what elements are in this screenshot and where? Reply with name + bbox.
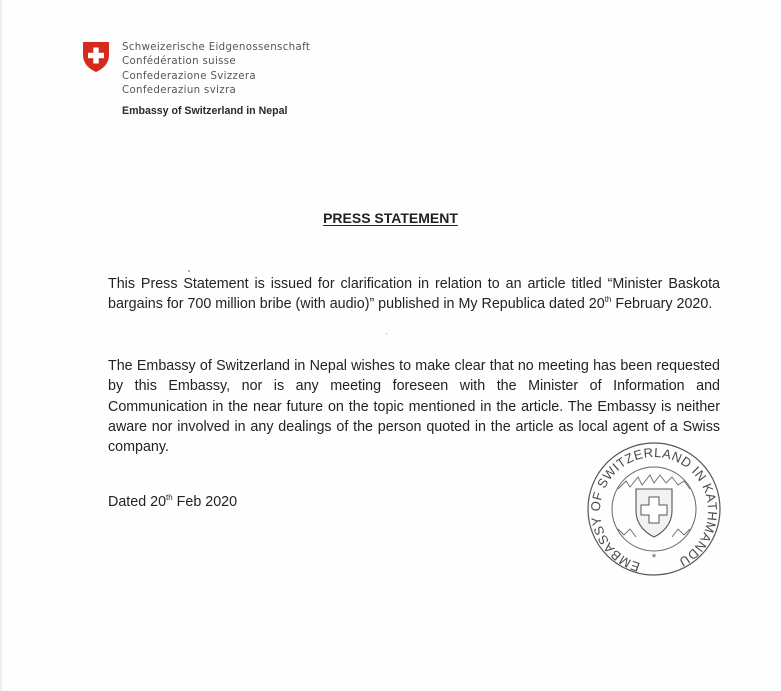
- date-text-end: Feb 2020: [172, 494, 238, 510]
- language-line-rm: Confederaziun svizra: [122, 84, 237, 96]
- title-text: PRESS STATEMENT: [323, 210, 458, 226]
- date-line: [108, 494, 237, 510]
- page-title: [0, 210, 781, 226]
- language-line-fr: Confédération suisse: [122, 56, 237, 68]
- paragraph1-text: This Press Statement is issued for clarification in relation to an article titled “Minister Baskota bargains for 700 million bribe (with audio)” published in My Republica dated 20: [108, 276, 720, 313]
- language-line-it: Confederazione Svizzera: [122, 70, 256, 82]
- scan-speck: [386, 333, 387, 334]
- scan-edge: [0, 0, 3, 691]
- paragraph1-text-end: February 2020.: [611, 296, 713, 313]
- paragraph-clarification: [108, 274, 720, 315]
- language-line-de: Schweizerische Eidgenossenschaft: [122, 42, 311, 53]
- embassy-seal-stamp-icon: [578, 437, 730, 579]
- svg-text:*: *: [651, 552, 657, 564]
- paragraph-statement: The Embassy of Switzerland in Nepal wishes to make clear that no meeting has been requested by this Embassy, nor is any meeting foreseen with the Minister of Information and Communication in the near future on the topic mentioned in the article. The Embassy is neither aware nor involved in any dealings of the person quoted in the article as local agent of a Swiss company.: [108, 358, 720, 456]
- swiss-shield-icon: [82, 41, 110, 73]
- ordinal-suffix: th: [166, 493, 173, 502]
- confederation-names: [122, 41, 310, 98]
- embassy-name: Embassy of Switzerland in Nepal: [122, 105, 288, 117]
- ordinal-suffix: th: [604, 295, 612, 305]
- scan-speck: [188, 270, 190, 272]
- seal-ring-text: EMBASSY OF SWITZERLAND IN KATHMANDU: [587, 444, 721, 575]
- date-text: Dated 20: [108, 494, 167, 510]
